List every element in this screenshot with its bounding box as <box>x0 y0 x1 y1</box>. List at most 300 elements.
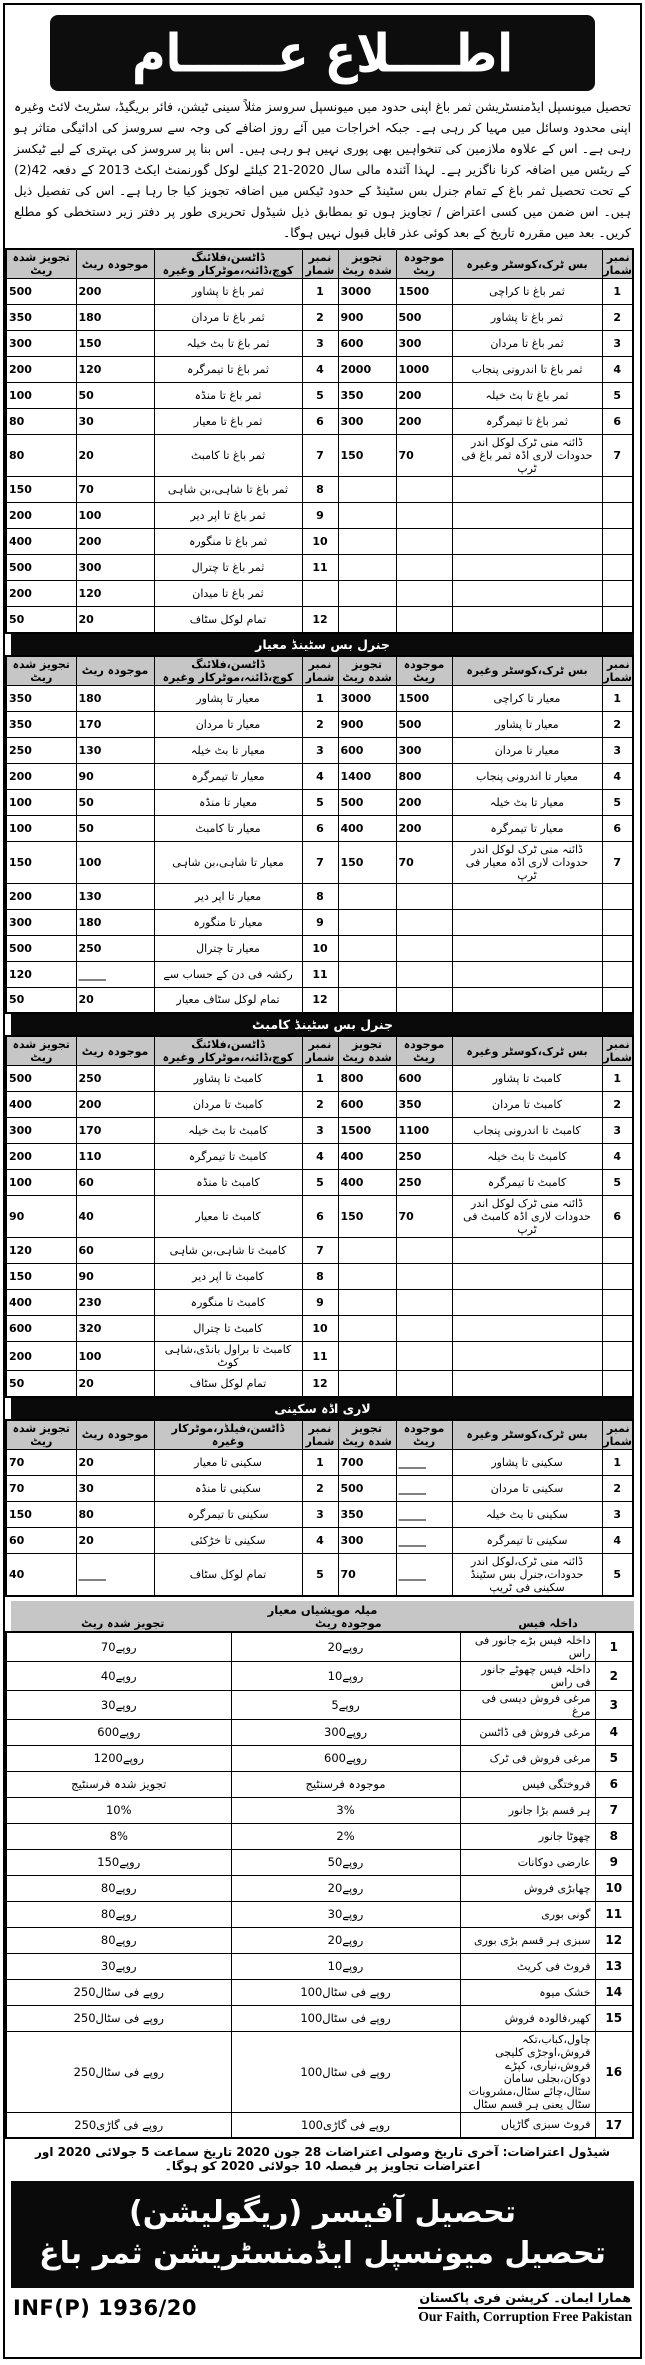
col-proposed: تجویز شدہ ریٹ <box>6 656 76 686</box>
cell-l_route: ثمر باغ تا بٹ خیلہ <box>154 331 302 357</box>
cell-l_cur: 200 <box>76 279 154 305</box>
cell-r_route <box>452 1238 602 1264</box>
cell-r_prop: 3000 <box>338 685 396 711</box>
cell-cur: 20روپے <box>231 1875 460 1901</box>
cell-r_prop: 350 <box>338 383 396 409</box>
cell-l_cur: 150 <box>76 331 154 357</box>
table-row <box>6 1927 633 1953</box>
cell-l_route: کامبٹ تا شاہی،بن شاہی <box>154 1238 302 1264</box>
footer <box>13 2290 632 2325</box>
cell-l_prop: 200 <box>6 581 76 607</box>
cell-r_cur: 300 <box>396 737 452 763</box>
table-row <box>6 763 633 789</box>
cell-l_prop: 300 <box>6 909 76 935</box>
cell-l_cur: 20 <box>76 1527 154 1553</box>
cell-l_prop: 150 <box>6 477 76 503</box>
cell-r_prop <box>338 503 396 529</box>
cell-r_prop: 500 <box>338 1475 396 1501</box>
col-datsun: ڈاٹسن،فلائنگ کوچ،ڈائنہ،موٹرکار وغیرہ <box>154 656 302 686</box>
cell-l_prop: 100 <box>6 815 76 841</box>
cell-r_cur: 70 <box>396 1196 452 1238</box>
inf-reference-number: INF(P) 1936/20 <box>13 2295 197 2320</box>
cell-r_no <box>602 883 633 909</box>
notice-page <box>3 3 642 2359</box>
signature-office: تحصیل میونسپل ایڈمنسٹریشن ثمر باغ <box>39 2235 606 2271</box>
cell-r_route: معیار تا بٹ خیلہ <box>452 789 602 815</box>
cell-l_cur: 180 <box>76 305 154 331</box>
section-band-kambat: جنرل بس سٹینڈ کامبٹ <box>11 1014 634 1035</box>
cell-l_prop: 500 <box>6 1066 76 1092</box>
cell-r_no <box>602 1316 633 1342</box>
cell-l_no: 1 <box>302 1066 338 1092</box>
cell-l_prop: 500 <box>6 935 76 961</box>
cell-r_route <box>452 503 602 529</box>
cell-r_prop: 300 <box>338 409 396 435</box>
cell-l_prop: 150 <box>6 841 76 883</box>
cell-l_cur: 50 <box>76 789 154 815</box>
cell-prop: 30روپے <box>6 1953 231 1979</box>
cell-r_no: 5 <box>602 789 633 815</box>
cell-l_route: کامبٹ تا چترال <box>154 1316 302 1342</box>
cell-l_no: 9 <box>302 1290 338 1316</box>
cell-no: 6 <box>595 1771 633 1797</box>
col-bus: بس ٹرک،کوسٹر وغیرہ <box>452 1420 602 1450</box>
cell-prop: 80روپے <box>6 1927 231 1953</box>
table-row <box>6 1527 633 1553</box>
faith-slogan-urdu: همارا ایمان۔ کرپشن فری پاکستان <box>418 2290 632 2309</box>
cell-l_cur: 170 <box>76 711 154 737</box>
cell-r_prop <box>338 607 396 633</box>
cell-l_prop: 500 <box>6 555 76 581</box>
col-current: موجودہ ریٹ <box>396 1036 452 1066</box>
cell-r_no <box>602 1264 633 1290</box>
col-current: موجودہ ریٹ <box>76 1420 154 1450</box>
cell-l_no: 2 <box>302 1092 338 1118</box>
cell-r_prop <box>338 529 396 555</box>
cell-l_route: ثمر باغ تا پشاور <box>154 279 302 305</box>
cell-r_route: کامبٹ تا تیمرگرہ <box>452 1170 602 1196</box>
table-row <box>6 305 633 331</box>
cell-l_route: کامبٹ تا منگورہ <box>154 1290 302 1316</box>
header-row <box>6 1420 633 1450</box>
table-row <box>6 1238 633 1264</box>
col-datsun: ڈاٹسن،فلائنگ کوچ،ڈائنہ،موٹرکار وغیرہ <box>154 249 302 279</box>
cell-r_route <box>452 909 602 935</box>
table-row <box>6 581 633 607</box>
cell-l_route: معیار تا منڈہ <box>154 789 302 815</box>
cell-l_no: 2 <box>302 1475 338 1501</box>
cell-l_cur: 120 <box>76 357 154 383</box>
cell-r_route <box>452 477 602 503</box>
table-row <box>6 1823 633 1849</box>
cell-cur: 100روپے فی گاڑی <box>231 2112 460 2138</box>
cell-prop: 250روپے فی گاڑی <box>6 2112 231 2138</box>
cell-r_cur: _____ <box>396 1475 452 1501</box>
header-row <box>6 249 633 279</box>
cell-r_route <box>452 555 602 581</box>
cell-l_no: 1 <box>302 1449 338 1475</box>
cell-r_prop: 400 <box>338 815 396 841</box>
cell-l_route: رکشہ فی دن کے حساب سے <box>154 961 302 987</box>
cell-r_prop: 3000 <box>338 279 396 305</box>
cell-desc: چھوٹا جانور <box>460 1823 595 1849</box>
cell-cur: 300روپے <box>231 1719 460 1745</box>
cell-r_route <box>452 883 602 909</box>
cell-l_prop: 400 <box>6 1290 76 1316</box>
cell-prop: 8% <box>6 1823 231 1849</box>
table-row <box>6 1745 633 1771</box>
cell-r_cur <box>396 477 452 503</box>
cell-l_prop: 150 <box>6 1264 76 1290</box>
table-row <box>6 1979 633 2005</box>
col-proposed: تجویز شدہ ریٹ <box>81 1616 165 1630</box>
cell-r_prop <box>338 555 396 581</box>
cell-r_prop: 800 <box>338 1066 396 1092</box>
cell-no: 16 <box>595 2031 633 2112</box>
cell-r_no: 2 <box>602 1092 633 1118</box>
cell-l_route: ثمر باغ تا تیمرگرہ <box>154 357 302 383</box>
cell-r_cur: 70 <box>396 841 452 883</box>
cell-l_route: ثمر باغ تا منگورہ <box>154 529 302 555</box>
cell-prop: تجویز شدہ فرسنٹیج <box>6 1771 231 1797</box>
section-band-sakini: لاری اڈہ سکینی <box>11 1398 634 1419</box>
cell-cur: 100روپے فی سٹال <box>231 2031 460 2112</box>
cell-r_route <box>452 961 602 987</box>
cell-r_route: معیار تا مردان <box>452 737 602 763</box>
table-row <box>6 1953 633 1979</box>
cell-r_route <box>452 1290 602 1316</box>
cell-r_route <box>452 529 602 555</box>
cell-r_prop <box>338 935 396 961</box>
cell-r_route: کامبٹ تا مردان <box>452 1092 602 1118</box>
cell-l_route: معیار تا کامبٹ <box>154 815 302 841</box>
col-current: موجودہ ریٹ <box>396 1420 452 1450</box>
cell-r_no: 4 <box>602 357 633 383</box>
cell-r_cur: 1500 <box>396 279 452 305</box>
cell-l_route: کامبٹ تا تیمرگرہ <box>154 1144 302 1170</box>
cell-no: 8 <box>595 1823 633 1849</box>
cell-no: 2 <box>595 1661 633 1690</box>
cell-l_no: 5 <box>302 1553 338 1596</box>
cell-r_no <box>602 1238 633 1264</box>
cell-l_cur: 30 <box>76 1475 154 1501</box>
cell-l_route: معیار تا تیمرگرہ <box>154 763 302 789</box>
table-row <box>6 331 633 357</box>
cell-desc: مرغی فروش فی ڈاٹسن <box>460 1719 595 1745</box>
col-proposed: تجویز شدہ ریٹ <box>338 656 396 686</box>
table-row <box>6 815 633 841</box>
table-row <box>6 1771 633 1797</box>
col-bus: بس ٹرک،کوسٹر وغیرہ <box>452 1036 602 1066</box>
cell-r_no <box>602 1290 633 1316</box>
cell-no: 5 <box>595 1745 633 1771</box>
cell-r_route <box>452 581 602 607</box>
table-row <box>6 1371 633 1397</box>
cell-r_no: 1 <box>602 1449 633 1475</box>
cell-desc: مرغی فروش دیسی فی مرغ <box>460 1690 595 1719</box>
cell-r_prop <box>338 1342 396 1371</box>
table-row <box>6 1719 633 1745</box>
cell-prop: 70روپے <box>6 1632 231 1662</box>
cell-prop: 1200روپے <box>6 1745 231 1771</box>
cell-l_route: معیار تا پشاور <box>154 685 302 711</box>
cell-r_cur: 200 <box>396 409 452 435</box>
cell-l_route: کامبٹ تا بٹ خیلہ <box>154 1118 302 1144</box>
cell-l_cur: 90 <box>76 1264 154 1290</box>
cell-r_route: ثمر باغ تا پشاور <box>452 305 602 331</box>
table-row <box>6 1170 633 1196</box>
cell-l_cur: 30 <box>76 409 154 435</box>
cell-r_prop <box>338 1290 396 1316</box>
cell-no: 17 <box>595 2112 633 2138</box>
cell-l_cur: 20 <box>76 1449 154 1475</box>
cell-prop: 30روپے <box>6 1690 231 1719</box>
cell-cur: 10روپے <box>231 1661 460 1690</box>
cell-l_route: کامبٹ تا مردان <box>154 1092 302 1118</box>
intro-paragraph: تحصیل میونسپل ایڈمنسٹریشن ثمر باغ اپنی حدود میں میونسپل سروسز مثلاً سینی ٹیشن، فائر بریگیڈ، سٹریٹ لائٹ وغیرہ اپنی محدود وسائل میں مہیا کر رہی ہے۔ جبکہ اخراجات میں آئے روز اضافے کی وجہ سے سروسز کی ادائیگی متاثر ہو رہی ہے۔ اس کے علاوہ ملازمین کی تنخواہیں بھی پوری نہیں ہو رہی ہیں۔ اس بنا پر سروسز کی بہتری کے لیے ٹیکسز کے ریٹس میں اضافہ کرنا ناگزیر ہے۔ لہذا آئندہ مالی سال 2020-21 کیلئے لوکل گورنمنٹ ایکٹ 2013 کے دفعہ 42(2) کے تحت تحصیل ثمر باغ کے تمام جنرل بس سٹینڈ کے حدود ٹیکس میں اضافہ تجویز کیا جا رہا ہے۔ اس کی تفصیل ذیل ہیں۔ اس ضمن میں کسی اعتراض / تجاویز ہوں تو بمطابق ذیل شیڈول تحریری طور پر دفتر زیر دستخطی کو مطلع کریں۔ بعد میں مقررہ تاریخ کے بعد کوئی عذر قابل قبول نہیں ہوگا۔ <box>14 100 631 240</box>
cell-desc: چھابڑی فروش <box>460 1875 595 1901</box>
cell-desc: فروختگی فیس <box>460 1771 595 1797</box>
col-serial: نمبر شمار <box>603 1038 632 1064</box>
cell-r_route <box>452 987 602 1013</box>
cell-l_no: 7 <box>302 1238 338 1264</box>
cell-r_cur <box>396 503 452 529</box>
col-proposed: تجویز شدہ ریٹ <box>6 1036 76 1066</box>
cell-r_route: معیار تا اندرونی پنجاب <box>452 763 602 789</box>
cell-r_no <box>602 987 633 1013</box>
cell-r_route <box>452 607 602 633</box>
cell-r_cur <box>396 883 452 909</box>
table-row <box>6 383 633 409</box>
cell-l_route: معیار تا چترال <box>154 935 302 961</box>
cell-r_cur: 200 <box>396 383 452 409</box>
table-row <box>6 1475 633 1501</box>
cell-no: 11 <box>595 1901 633 1927</box>
cell-l_cur: 250 <box>76 935 154 961</box>
cell-l_prop: 300 <box>6 331 76 357</box>
cell-l_prop: 350 <box>6 685 76 711</box>
cell-r_route <box>452 1342 602 1371</box>
table-row <box>6 1342 633 1371</box>
table-row <box>6 961 633 987</box>
col-datsun: ڈاٹسن،فلائنگ کوچ،ڈائنہ،موٹرکار وغیرہ <box>154 1036 302 1066</box>
cell-l_prop: 200 <box>6 883 76 909</box>
cell-l_prop: 200 <box>6 1342 76 1371</box>
cell-cur: 100روپے فی سٹال <box>231 2005 460 2031</box>
cell-l_prop: 350 <box>6 711 76 737</box>
table-row <box>6 1196 633 1238</box>
cell-l_prop: 150 <box>6 1501 76 1527</box>
cell-l_prop: 200 <box>6 763 76 789</box>
cell-l_prop: 350 <box>6 305 76 331</box>
cattle-fair-title: میلہ مویشیاں معیار <box>267 1602 378 1617</box>
cell-l_no: 3 <box>302 1501 338 1527</box>
cell-r_cur: _____ <box>396 1553 452 1596</box>
cell-l_prop: 300 <box>6 1118 76 1144</box>
cell-prop: 150روپے <box>6 1849 231 1875</box>
cell-l_prop: 200 <box>6 357 76 383</box>
section-band-cattle-fair <box>11 1601 634 1631</box>
cell-r_no: 6 <box>602 815 633 841</box>
cell-l_no: 12 <box>302 987 338 1013</box>
cell-desc: داخلہ فیس چھوٹے جانور فی راس <box>460 1661 595 1690</box>
cell-l_no: 1 <box>302 279 338 305</box>
cell-r_prop: 150 <box>338 1196 396 1238</box>
cell-r_prop: 600 <box>338 737 396 763</box>
cell-no: 4 <box>595 1719 633 1745</box>
cell-l_route: تمام لوکل سٹاف <box>154 607 302 633</box>
table-row <box>6 529 633 555</box>
cell-no: 12 <box>595 1927 633 1953</box>
cell-r_no <box>602 909 633 935</box>
cell-r_no: 6 <box>602 1196 633 1238</box>
cell-l_route: معیار تا اپر دیر <box>154 883 302 909</box>
cell-r_no: 2 <box>602 305 633 331</box>
cell-l_route: سکینی تا معیار <box>154 1449 302 1475</box>
cell-r_cur <box>396 1290 452 1316</box>
cell-r_cur: 70 <box>396 435 452 477</box>
cell-r_prop: 400 <box>338 1144 396 1170</box>
cell-r_prop: 600 <box>338 331 396 357</box>
cell-l_prop: 80 <box>6 409 76 435</box>
cell-l_no: 5 <box>302 1170 338 1196</box>
cell-r_prop: 2000 <box>338 357 396 383</box>
cell-no: 14 <box>595 1979 633 2005</box>
table-row <box>6 1144 633 1170</box>
cell-r_route: معیار تا تیمرگرہ <box>452 815 602 841</box>
cell-l_no: 2 <box>302 711 338 737</box>
cell-r_cur <box>396 935 452 961</box>
table-row <box>6 909 633 935</box>
col-current: موجودہ ریٹ <box>76 1036 154 1066</box>
cell-r_no: 3 <box>602 737 633 763</box>
cell-r_prop: 300 <box>338 1527 396 1553</box>
cell-l_prop: 90 <box>6 1196 76 1238</box>
cell-l_no: 6 <box>302 815 338 841</box>
table-row <box>6 503 633 529</box>
cell-l_no: 9 <box>302 909 338 935</box>
cell-r_no <box>602 503 633 529</box>
cell-l_prop: 40 <box>6 1553 76 1596</box>
cell-r_cur: 500 <box>396 711 452 737</box>
table-row <box>6 1797 633 1823</box>
table-row <box>6 685 633 711</box>
cell-l_no: 3 <box>302 1118 338 1144</box>
cell-cur: 5روپے <box>231 1690 460 1719</box>
cell-r_no <box>602 581 633 607</box>
cell-r_prop: 500 <box>338 789 396 815</box>
cell-prop: 40روپے <box>6 1661 231 1690</box>
cell-l_prop: 100 <box>6 1170 76 1196</box>
cell-r_route: ڈائنہ منی ٹرک لوکل اندر حدودات لاری اڈہ ثمر باغ فی ٹرپ <box>452 435 602 477</box>
cell-cur: 10روپے <box>231 1953 460 1979</box>
cell-l_cur: 110 <box>76 1144 154 1170</box>
cell-l_cur: 230 <box>76 1290 154 1316</box>
table-row <box>6 1264 633 1290</box>
cell-prop: 250روپے فی سٹال <box>6 1979 231 2005</box>
table-row <box>6 1875 633 1901</box>
cell-l_cur: 130 <box>76 883 154 909</box>
cell-l_no: 9 <box>302 503 338 529</box>
table-row <box>6 987 633 1013</box>
cell-l_route: سکینی تا تیمرگرہ <box>154 1501 302 1527</box>
cell-l_route: ثمر باغ تا چترال <box>154 555 302 581</box>
cell-l_prop: 70 <box>6 1449 76 1475</box>
cell-r_cur <box>396 1238 452 1264</box>
cell-l_route: کامبٹ تا اپر دیر <box>154 1264 302 1290</box>
cell-l_route: سکینی تا منڈہ <box>154 1475 302 1501</box>
cell-r_no: 5 <box>602 1170 633 1196</box>
cell-r_route: کامبٹ تا اندرونی پنجاب <box>452 1118 602 1144</box>
cell-l_prop: 50 <box>6 1371 76 1397</box>
cell-l_no: 7 <box>302 435 338 477</box>
cell-l_route: کامبٹ تا منڈہ <box>154 1170 302 1196</box>
cell-l_route: معیار تا منگورہ <box>154 909 302 935</box>
cell-r_prop <box>338 581 396 607</box>
cell-l_route: ثمر باغ تا اپر دیر <box>154 503 302 529</box>
cell-r_cur <box>396 1371 452 1397</box>
cell-l_cur: 60 <box>76 1238 154 1264</box>
cell-r_cur: 250 <box>396 1144 452 1170</box>
cell-r_route: سکینی تا پشاور <box>452 1449 602 1475</box>
cell-l_cur: 50 <box>76 815 154 841</box>
cell-l_no: 11 <box>302 961 338 987</box>
cell-r_route: ڈائنہ منی ٹرک،لوکل اندر حدودات،جنرل بس سٹینڈ سکینی فی ٹریپ <box>452 1553 602 1596</box>
cell-l_no: 5 <box>302 383 338 409</box>
table-row <box>6 841 633 883</box>
cell-r_route: ثمر باغ تا بٹ خیلہ <box>452 383 602 409</box>
cell-l_route: تمام لوکل سٹاف <box>154 1371 302 1397</box>
cell-l_no: 3 <box>302 331 338 357</box>
cell-r_no: 1 <box>602 279 633 305</box>
cell-cur: 600روپے <box>231 1745 460 1771</box>
cell-l_prop: 50 <box>6 987 76 1013</box>
cell-desc: کھیر،فالودہ فروش <box>460 2005 595 2031</box>
cell-l_prop: 60 <box>6 1527 76 1553</box>
cell-r_no <box>602 961 633 987</box>
cell-r_no <box>602 477 633 503</box>
cell-l_route: کامبٹ تا معیار <box>154 1196 302 1238</box>
cell-r_prop <box>338 1264 396 1290</box>
cell-l_prop: 70 <box>6 1475 76 1501</box>
cell-l_no: 6 <box>302 1196 338 1238</box>
faith-slogan <box>418 2290 632 2325</box>
cell-l_prop: 500 <box>6 279 76 305</box>
cell-r_cur <box>396 581 452 607</box>
cell-r_cur: 300 <box>396 331 452 357</box>
cell-cur: 50روپے <box>231 1849 460 1875</box>
cell-r_prop: 900 <box>338 305 396 331</box>
cell-l_route: تمام لوکل سٹاف معیار <box>154 987 302 1013</box>
cell-prop: 600روپے <box>6 1719 231 1745</box>
cell-r_route: ڈائنہ منی ٹرک لوکل اندر حدودات لاری اڈہ معیار فی ٹرپ <box>452 841 602 883</box>
cell-r_no: 3 <box>602 1501 633 1527</box>
cell-no: 10 <box>595 1875 633 1901</box>
cell-r_route: معیار تا کراچی <box>452 685 602 711</box>
cell-r_no <box>602 935 633 961</box>
cell-l_no: 10 <box>302 1316 338 1342</box>
cell-cur: 20روپے <box>231 1927 460 1953</box>
cell-l_prop: 120 <box>6 1238 76 1264</box>
cell-l_route: معیار تا بٹ خیلہ <box>154 737 302 763</box>
cell-r_no: 1 <box>602 685 633 711</box>
cell-r_no <box>602 607 633 633</box>
cell-l_no: 4 <box>302 763 338 789</box>
cell-l_cur: 20 <box>76 607 154 633</box>
cell-r_no: 7 <box>602 435 633 477</box>
cell-l_prop: 400 <box>6 1092 76 1118</box>
cell-l_no: 4 <box>302 357 338 383</box>
